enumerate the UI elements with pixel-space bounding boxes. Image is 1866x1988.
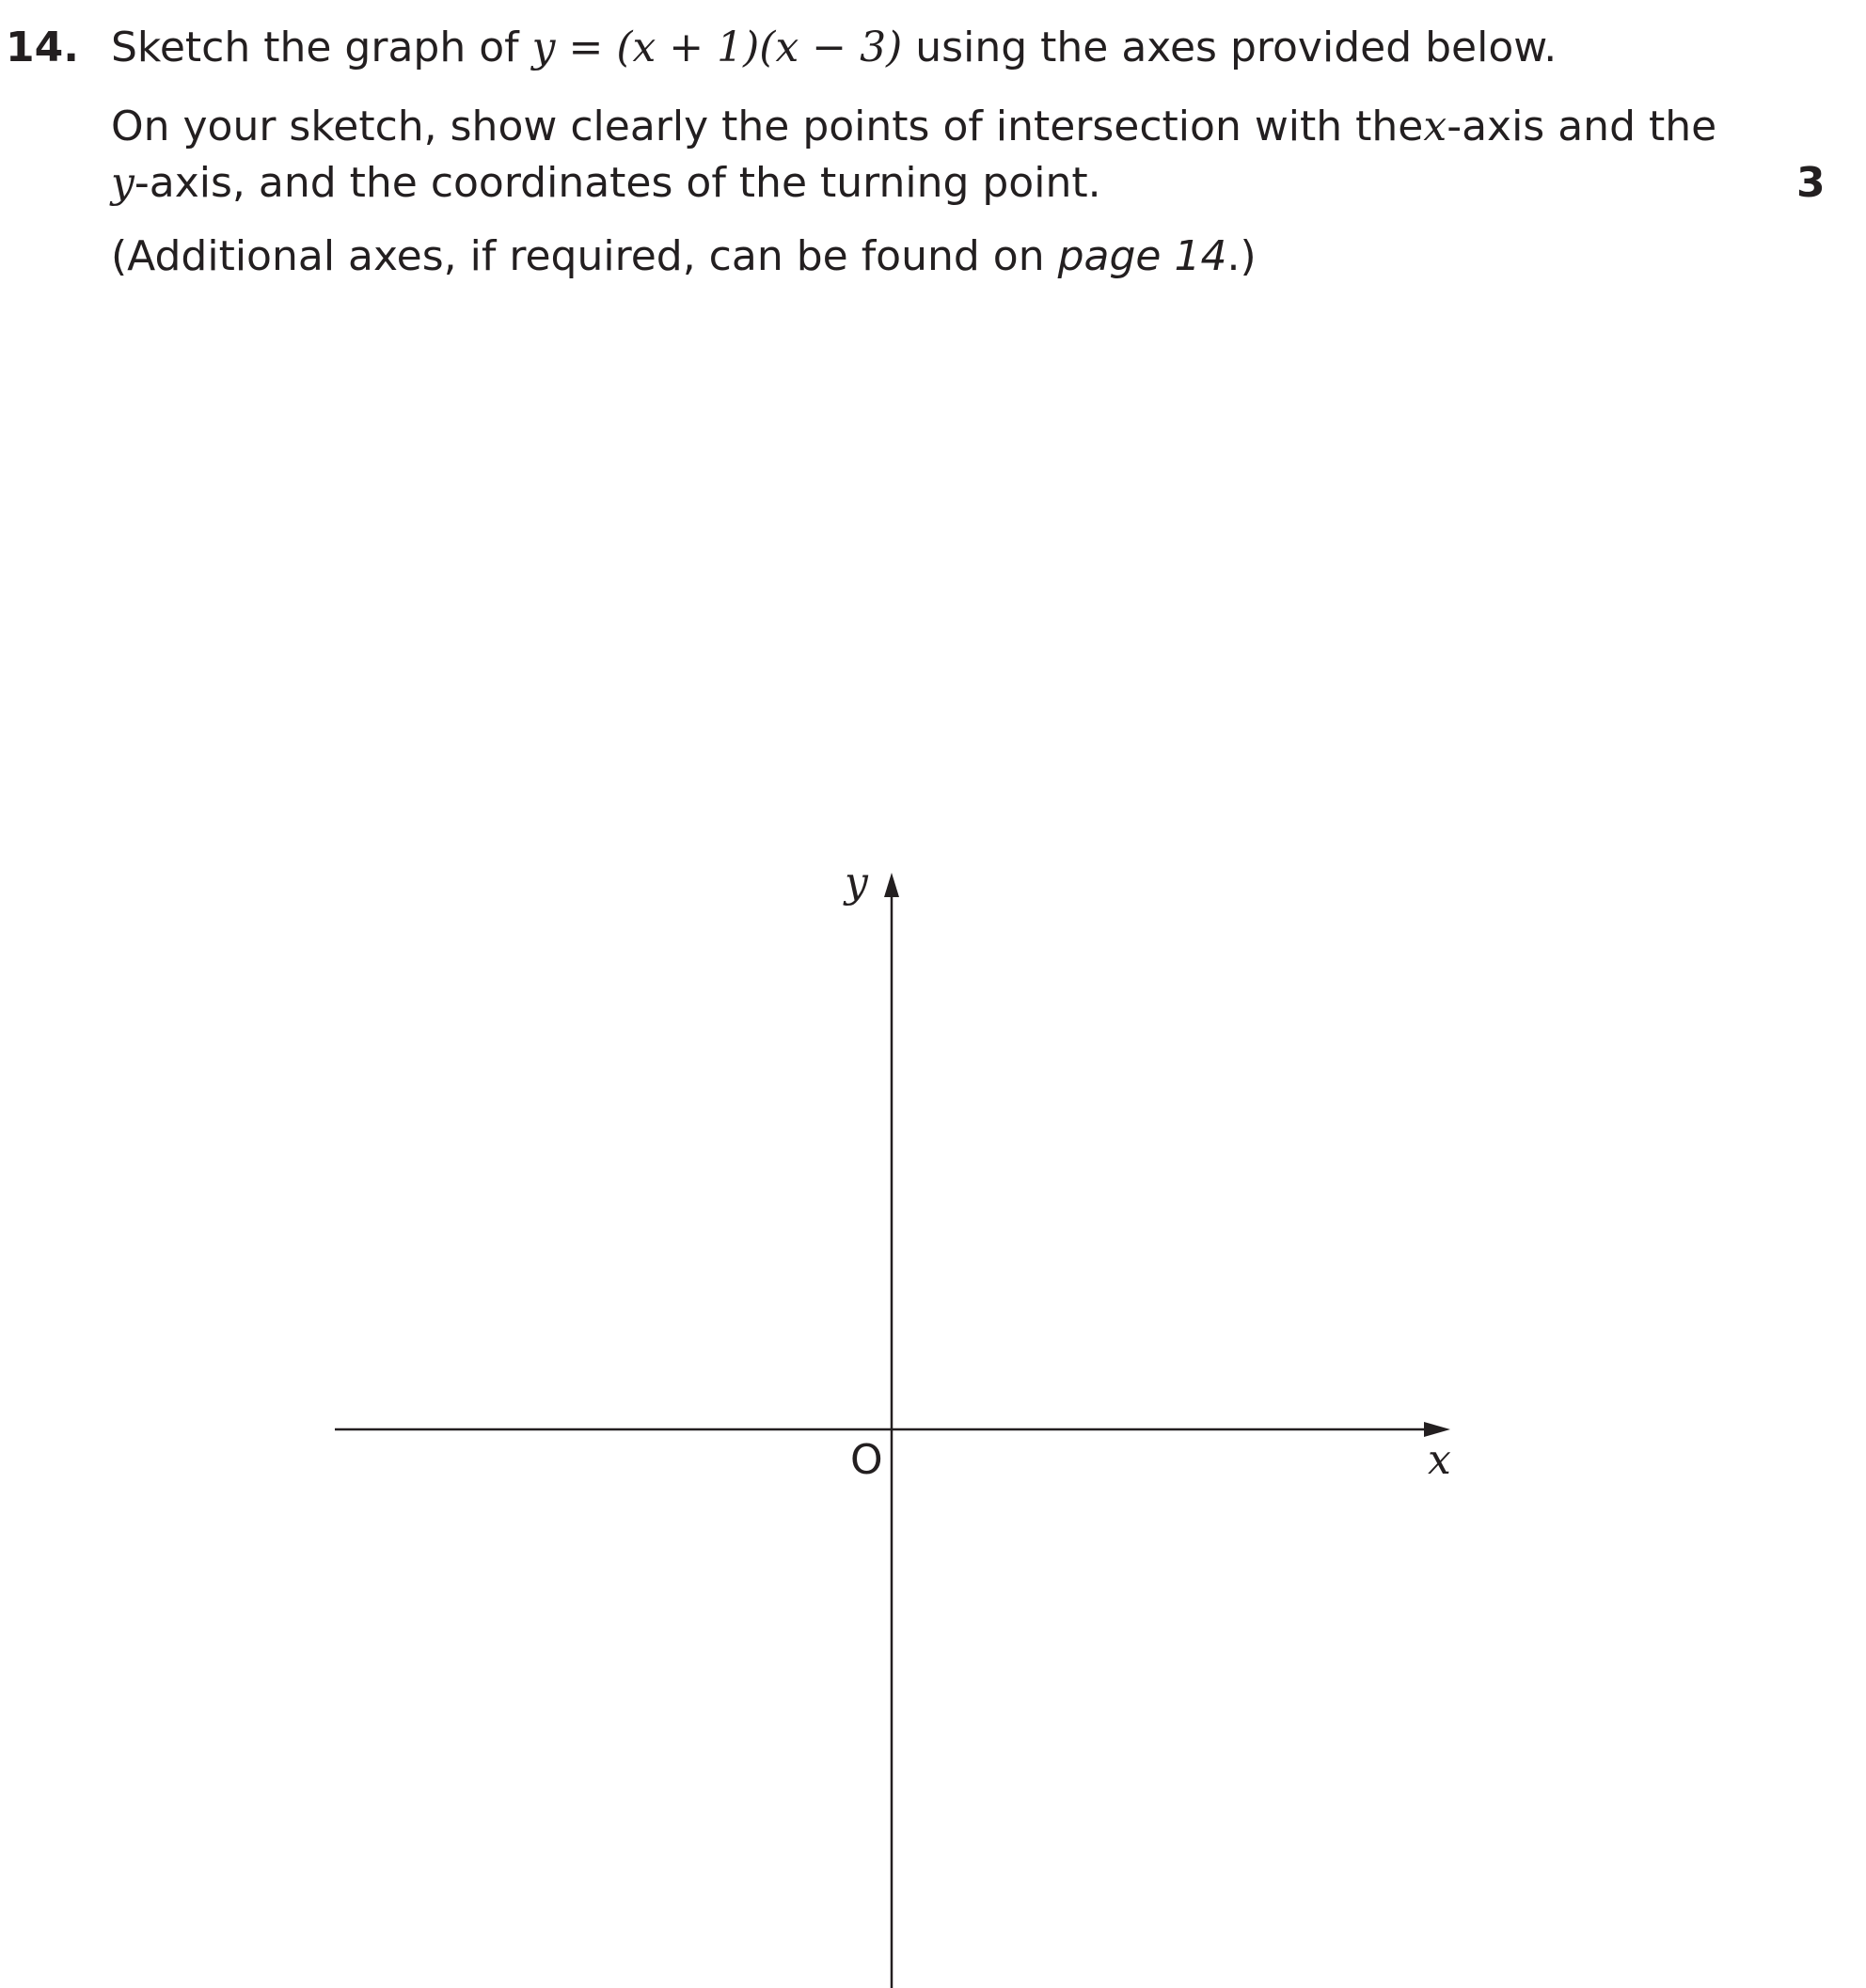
- variable-y: y: [111, 159, 134, 207]
- x-axis-label: x: [1428, 1436, 1451, 1484]
- marks-value: 3: [1796, 159, 1826, 207]
- question-text: (Additional axes, if required, can be found on: [111, 232, 1045, 280]
- y-axis-arrowhead: [884, 873, 899, 897]
- x-axis-arrowhead: [1424, 1422, 1450, 1437]
- equation: y = (x + 1)(x − 3): [531, 24, 903, 71]
- question-text: Sketch the graph of: [111, 24, 519, 71]
- question-text: -axis, and the coordinates of the turning point.: [134, 159, 1101, 207]
- question-text: -axis and the: [1447, 103, 1717, 150]
- question-number: 14.: [6, 24, 79, 71]
- page-reference: page 14: [1057, 232, 1227, 280]
- question-text: On your sketch, show clearly the points of intersection with the: [111, 103, 1424, 150]
- question-text: using the axes provided below.: [915, 24, 1558, 71]
- variable-x: x: [1423, 103, 1447, 150]
- question-text: .): [1226, 232, 1257, 280]
- origin-label: O: [850, 1436, 883, 1484]
- y-axis-label: y: [845, 859, 868, 907]
